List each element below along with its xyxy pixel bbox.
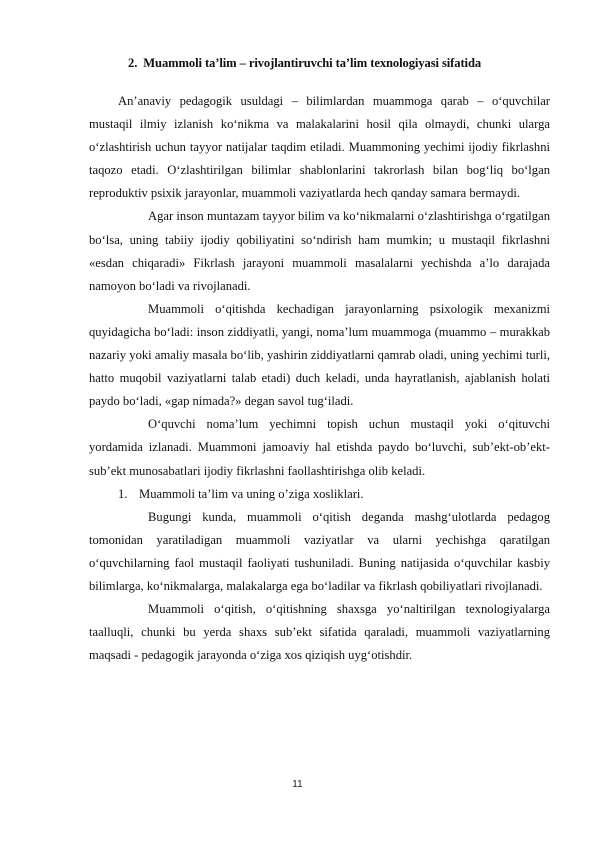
- paragraph: An’anaviy pedagogik usuldagi – bilimlardan muammoga qarab – o‘quvchilar mustaqil ilmiy izlanish ko‘nikma va malakalarini hosil qila olmaydi, chunki ularga o‘zlashtirish uchun tayyor natijalar taqdim etiladi. Muammoning yechimi ijodiy fikrlashni taqozo etadi. O‘zlashtirilgan bilimlar shablonlarini takrorlash bilan bog‘liq bo‘lgan reproduktiv psixik jarayonlar, muammoli vaziyatlarda hech qanday samara bermaydi.: [89, 94, 550, 201]
- paragraph: Bugungi kunda, muammoli o‘qitish deganda mashg‘ulotlarda pedagog tomonidan yaratiladigan muammoli vaziyatlar va ularni yechishga qaratilgan o‘quvchilarning faol mustaqil faoliyati tushuniladi. Buning natijasida o‘quvchilar kasbiy bilimlarga, ko‘nikmalarga, malakalarga ega bo‘ladilar va fikrlash qobiliyatlari rivojlanadi.: [89, 509, 550, 593]
- paragraph: O‘quvchi noma’lum yechimni topish uchun mustaqil yoki o‘qituvchi yordamida izlanadi. Muammoni jamoaviy hal etishda paydo bo‘luvchi, sub’ekt-ob’ekt-sub’ekt munosabatlari ijodiy fikrlashni faollashtirishga olib keladi.: [89, 417, 550, 478]
- section-heading: [128, 56, 548, 71]
- page-number: 11: [292, 779, 303, 790]
- paragraph: Muammoli o‘qitishda kechadigan jarayonlarning psixologik mexanizmi quyidagicha bo‘ladi: inson ziddiyatli, yangi, noma’lum muammoga (muammo – murakkab nazariy yoki amaliy masala bo‘lib, yashirin ziddiyatlarni qamrab oladi, uning yechimi turli, hatto muqobil vaziyatlarni talab etadi) duch keladi, unda hayratlanish, ajablanish holati paydo bo‘ladi, «gap nimada?» degan savol tug‘iladi.: [89, 301, 550, 409]
- section-title: Muammoli ta’lim – rivojlantiruvchi ta’lim texnologiyasi sifatida: [143, 56, 482, 70]
- paragraph: Agar inson muntazam tayyor bilim va ko‘nikmalarni o‘zlashtirishga o‘rgatilgan bo‘lsa, uning tabiiy ijodiy qobiliyatini so‘ndirish ham mumkin; u mustaqil fikrlashni «esdan chiqaradi» Fikrlash jarayoni muammoli masalalarni yechishda a’lo darajada namoyon bo‘ladi va rivojlanadi.: [89, 209, 550, 293]
- paragraph: Muammoli o‘qitish, o‘qitishning shaxsga yo‘naltirilgan texnologiyalarga taalluqli, chunki bu yerda shaxs sub’ekt sifatida qaraladi, muammoli vaziyatlarning maqsadi - pedagogik jarayonda o‘ziga xos qiziqish uyg‘otishdir.: [89, 602, 550, 663]
- document-body: [89, 90, 550, 667]
- numbered-list-item: [89, 483, 550, 506]
- list-item-text: Muammoli ta’lim va uning o’ziga xosliklari.: [139, 486, 364, 501]
- section-number: 2.: [128, 56, 138, 70]
- list-item-number: 1.: [118, 486, 128, 501]
